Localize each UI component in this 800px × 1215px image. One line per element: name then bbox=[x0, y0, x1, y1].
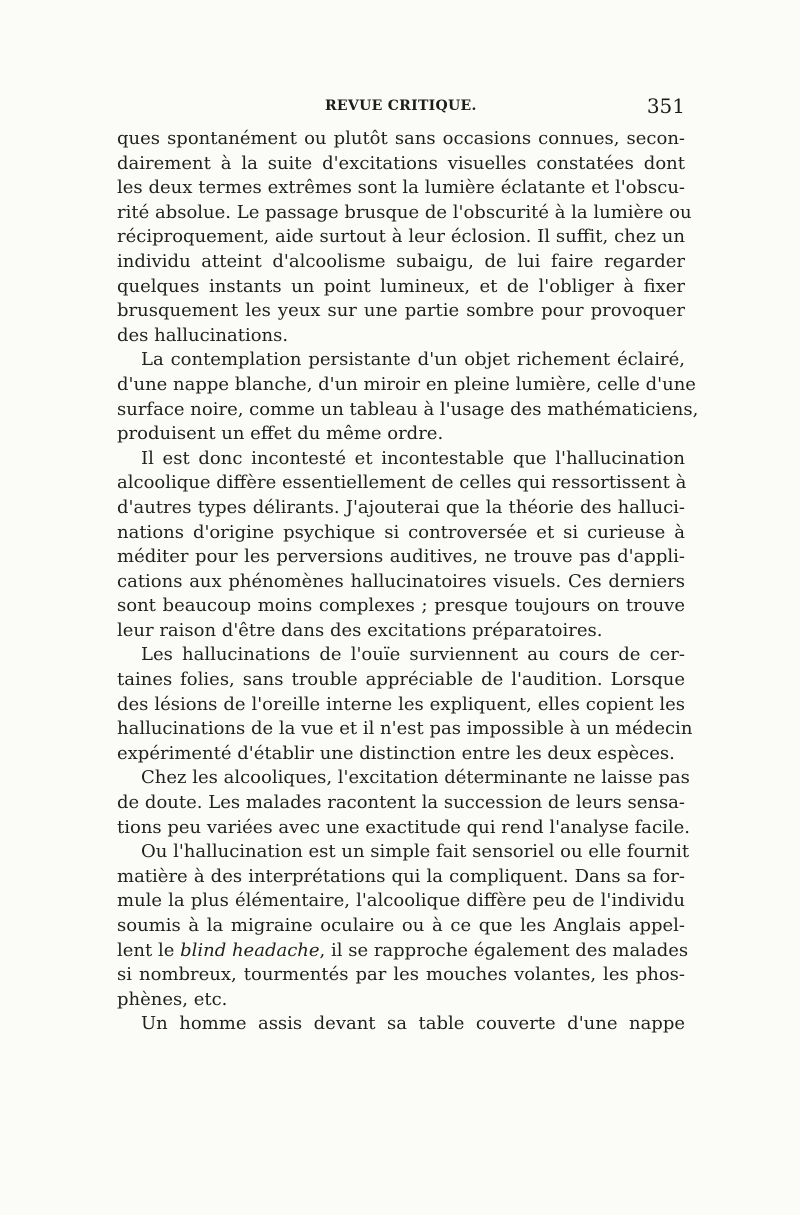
text-line: cations aux phénomènes hallucinatoires visuels. Ces derniers bbox=[117, 570, 685, 592]
text-line: méditer pour les perversions auditives, ne trouve pas d'appli- bbox=[117, 546, 685, 568]
text-line: nations d'origine psychique si controversée et si curieuse à bbox=[117, 521, 685, 543]
text-line: La contemplation persistante d'un objet richement éclairé, bbox=[141, 349, 685, 371]
text-line: dairement à la suite d'excitations visuelles constatées dont bbox=[117, 152, 685, 174]
text-line: alcoolique diffère essentiellement de celles qui ressortissent à bbox=[117, 472, 687, 494]
text-line: d'une nappe blanche, d'un miroir en pleine lumière, celle d'une bbox=[117, 373, 696, 395]
text-line-with-italic bbox=[117, 939, 689, 964]
page-number: 351 bbox=[646, 94, 685, 118]
text-line: hallucinations de la vue et il n'est pas impossible à un médecin bbox=[117, 718, 693, 740]
text-line: matière à des interprétations qui la compliquent. Dans sa for- bbox=[117, 865, 685, 887]
text-line: expérimenté d'établir une distinction entre les deux espèces. bbox=[117, 742, 675, 764]
text-line: les deux termes extrêmes sont la lumière éclatante et l'obscu- bbox=[117, 177, 685, 199]
text-line: quelques instants un point lumineux, et de l'obliger à fixer bbox=[117, 275, 685, 297]
text-line: Il est donc incontesté et incontestable que l'hallucination bbox=[141, 447, 685, 469]
text-fragment: , il se rapproche également des malades bbox=[319, 939, 689, 961]
text-line: taines folies, sans trouble appréciable de l'audition. Lorsque bbox=[117, 669, 685, 691]
text-line: Les hallucinations de l'ouïe surviennent au cours de cer- bbox=[141, 644, 685, 666]
text-line: rité absolue. Le passage brusque de l'obscurité à la lumière ou bbox=[117, 201, 692, 223]
running-head: REVUE CRITIQUE. bbox=[325, 98, 477, 114]
text-line: individu atteint d'alcoolisme subaigu, de lui faire regarder bbox=[117, 250, 685, 272]
text-line: des lésions de l'oreille interne les expliquent, elles copient les bbox=[117, 693, 685, 715]
text-line: leur raison d'être dans des excitations préparatoires. bbox=[117, 619, 603, 641]
text-line: brusquement les yeux sur une partie sombre pour provoquer bbox=[117, 300, 685, 322]
text-line: soumis à la migraine oculaire ou à ce que les Anglais appel- bbox=[117, 915, 685, 936]
text-line: d'autres types délirants. J'ajouterai que la théorie des halluci- bbox=[117, 496, 685, 518]
italic-term: blind headache bbox=[180, 939, 320, 961]
text-line: Chez les alcooliques, l'excitation déterminante ne laisse pas bbox=[141, 767, 690, 789]
text-line: ques spontanément ou plutôt sans occasions connues, secon- bbox=[117, 128, 685, 149]
text-line: Un homme assis devant sa table couverte d'une nappe bbox=[141, 1013, 685, 1035]
text-line: des hallucinations. bbox=[117, 324, 289, 346]
text-line: si nombreux, tourmentés par les mouches volantes, les phos- bbox=[117, 964, 685, 986]
text-line: surface noire, comme un tableau à l'usage des mathématiciens, bbox=[117, 398, 699, 420]
text-line: réciproquement, aide surtout à leur éclosion. Il suffit, chez un bbox=[117, 226, 685, 248]
text-line: phènes, etc. bbox=[117, 988, 228, 1010]
text-line: tions peu variées avec une exactitude qui rend l'analyse facile. bbox=[117, 816, 690, 838]
text-line: produisent un effet du même ordre. bbox=[117, 423, 444, 445]
text-fragment: lent le bbox=[117, 939, 181, 961]
text-line: sont beaucoup moins complexes ; presque toujours on trouve bbox=[117, 595, 685, 617]
body-text bbox=[117, 127, 699, 1037]
text-line: mule la plus élémentaire, l'alcoolique diffère peu de l'individu bbox=[117, 890, 685, 912]
text-line: de doute. Les malades racontent la succession de leurs sensa- bbox=[117, 792, 685, 814]
text-line: Ou l'hallucination est un simple fait sensoriel ou elle fournit bbox=[141, 841, 690, 863]
page-header bbox=[117, 96, 685, 124]
